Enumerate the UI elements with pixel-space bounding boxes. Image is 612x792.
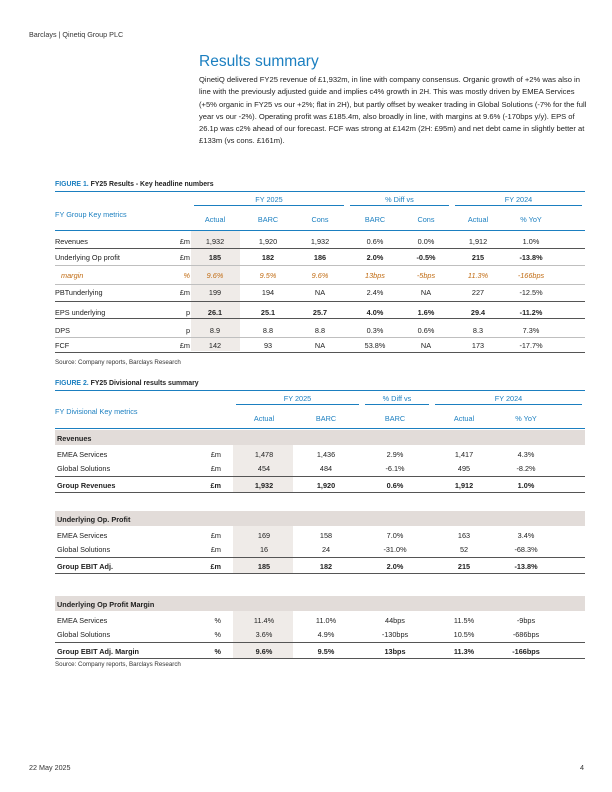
row-rule [55,337,585,338]
table-cell: 24 [321,545,331,554]
section-header: Underlying Op. Profit [57,515,131,524]
figure-1-title: FY25 Results - Key headline numbers [90,181,214,188]
table-cell: 4.3% [517,450,535,459]
table-cell: 11.3% [453,647,475,656]
row-rule [55,248,585,249]
row-label: margin [61,271,84,280]
table-cell: -8.2% [516,464,536,473]
table-cell: 0.3% [366,326,384,335]
table-cell: 9.6% [206,271,224,280]
table-cell: -166bps [517,271,545,280]
table-cell: 1,478 [254,450,274,459]
table-cell: -166bps [512,647,540,656]
table-cell: 169 [257,531,271,540]
table-cell: 9.6% [311,271,329,280]
row-unit: p [185,308,190,317]
table-cell: 484 [319,464,333,473]
total-rule-bottom [55,658,585,659]
table-cell: -5bps [416,271,436,280]
table-cell: 25.7 [312,308,328,317]
column-header: BARC [257,215,279,224]
table-cell: 1.0% [522,237,540,246]
row-label: EMEA Services [57,616,108,625]
table-cell: 26.1 [207,308,223,317]
figure-2-caption [55,380,199,387]
column-header: Actual [453,414,475,423]
summary-paragraph: QinetiQ delivered FY25 revenue of £1,932m, in line with company consensus. Organic growth of +2% was also in line with the previously adjusted guide and implies c4% growth in 2H. This was mostly driven by EMEA Services (+5% organic in FY25 vs our +2%; flat in 2H), but partly offset by weaker trading in Global Solutions (-7% for the full year vs our -2%). Operating profit was £185.4m, also broadly in line, with margins at 9.6% (-170bps y/y). EPS of 26.1p was c2% ahead of our forecast. FCF was strong at £142m (2H: £95m) and net debt came in slightly better at £133m (vs cons. £161m). [199,75,587,146]
table-cell: 495 [457,464,471,473]
group-header-1: % Diff vs [382,394,412,403]
table-cell: 1,417 [454,450,474,459]
table-cell: 227 [471,288,485,297]
total-rule-top [55,642,585,643]
table-cell: -13.8% [514,562,538,571]
corner-label: FY Divisional Key metrics [55,407,138,416]
row-label: Global Solutions [57,464,111,473]
table-cell: 7.3% [522,326,540,335]
figure-2-number: FIGURE 2. [55,380,89,387]
table-cell: 194 [261,288,275,297]
row-rule [55,284,585,285]
table-cell: -130bps [381,630,409,639]
row-unit: % [214,647,221,656]
table-cell: -17.7% [519,341,543,350]
table-cell: 11.4% [253,616,275,625]
row-unit: £m [179,341,190,350]
figure-2-source: Source: Company reports, Barclays Research [55,661,181,668]
table-cell: 1,920 [258,237,278,246]
table-cell: 182 [319,562,333,571]
table-cell: 9.6% [255,647,273,656]
page-number: 4 [580,763,584,772]
table-cell: NA [420,288,432,297]
table-cell: 1,932 [310,237,330,246]
row-rule [55,265,585,266]
table-cell: -31.0% [383,545,407,554]
figure-2-top-rule [55,390,585,391]
column-header: Actual [467,215,489,224]
table-cell: 53.8% [364,341,386,350]
table-cell: 0.6% [386,481,404,490]
table-cell: 13bps [365,271,385,280]
table-cell: 4.9% [317,630,335,639]
row-unit: £m [210,545,221,554]
figure-2-title: FY25 Divisional results summary [90,380,199,387]
table-cell: 1,912 [454,481,474,490]
table-cell: 11.3% [467,271,489,280]
corner-label: FY Group Key metrics [55,210,127,219]
table-cell: 215 [471,253,485,262]
row-rule [55,318,585,319]
table-cell: 199 [208,288,222,297]
row-unit: £m [210,464,221,473]
row-label: EPS underlying [55,308,106,317]
table-cell: 182 [261,253,275,262]
table-cell: 1,436 [316,450,336,459]
table-cell: 3.4% [517,531,535,540]
table-cell: NA [314,341,326,350]
table-cell: 2.4% [366,288,384,297]
table-cell: -11.2% [519,308,543,317]
table-cell: 186 [313,253,327,262]
table-cell: 185 [257,562,271,571]
table-cell: 1,920 [316,481,336,490]
table-cell: -6.1% [385,464,405,473]
figure-1-top-rule [55,191,585,192]
row-label: Group EBIT Adj. [57,562,114,571]
table-cell: 52 [459,545,469,554]
figure-1-source: Source: Company reports, Barclays Research [55,359,181,366]
table-cell: 1.0% [517,481,535,490]
column-header: % YoY [515,414,537,423]
group-header-2: FY 2024 [494,394,523,403]
table-cell: -12.5% [519,288,543,297]
row-unit: £m [210,450,221,459]
table-cell: 9.5% [317,647,335,656]
row-unit: % [183,271,190,280]
table-cell: 1,912 [468,237,488,246]
row-label: Group EBIT Adj. Margin [57,647,140,656]
table-cell: 9.5% [259,271,277,280]
row-label: Global Solutions [57,630,111,639]
row-label: Global Solutions [57,545,111,554]
column-header: Cons [311,215,329,224]
table-cell: 1.6% [417,308,435,317]
row-unit: % [214,616,221,625]
row-label: EMEA Services [57,531,108,540]
table-cell: 13bps [384,647,406,656]
column-header: BARC [364,215,386,224]
group-underline-0 [236,404,359,405]
row-unit: £m [179,288,190,297]
column-header: Cons [417,215,435,224]
table-cell: 11.5% [453,616,475,625]
column-header: BARC [315,414,337,423]
table-cell: 163 [457,531,471,540]
total-rule-top [55,476,585,477]
group-header-1: % Diff vs [385,195,414,204]
table-cell: 44bps [385,616,405,625]
row-label: PBTunderlying [55,288,103,297]
column-header: Actual [253,414,275,423]
row-unit: % [214,630,221,639]
group-header-2: FY 2024 [504,195,533,204]
group-underline-1 [350,205,449,206]
table-cell: 4.0% [366,308,384,317]
group-underline-2 [435,404,582,405]
table-cell: 8.8 [262,326,274,335]
table-cell: 16 [259,545,269,554]
row-unit: £m [210,531,221,540]
table-cell: 1,932 [205,237,225,246]
table-cell: 1,932 [254,481,274,490]
row-unit: £m [179,237,190,246]
table-cell: 7.0% [386,531,404,540]
total-rule-bottom [55,492,585,493]
group-underline-2 [455,205,582,206]
column-header: Actual [204,215,226,224]
figure-1-caption [55,181,214,188]
table-cell: 11.0% [315,616,337,625]
row-rule [55,352,585,353]
column-header: BARC [384,414,406,423]
table-cell: 25.1 [260,308,276,317]
table-cell: 10.5% [453,630,475,639]
footer-date: 22 May 2025 [29,763,71,772]
table-cell: 29.4 [470,308,486,317]
table-cell: 8.8 [314,326,326,335]
row-label: Group Revenues [57,481,116,490]
row-unit: p [185,326,190,335]
report-header: Barclays | Qinetiq Group PLC [29,30,124,39]
row-label: Revenues [55,237,88,246]
table-cell: -686bps [512,630,540,639]
section-header-bg [55,511,585,526]
section-header-bg [55,430,585,445]
table-cell: 2.0% [386,562,404,571]
group-underline-1 [365,404,429,405]
row-label: Underlying Op profit [55,253,120,262]
row-unit: £m [179,253,190,262]
header-rule [55,428,585,429]
table-cell: 142 [208,341,222,350]
row-unit: £m [210,481,221,490]
table-cell: 173 [471,341,485,350]
group-underline-0 [194,205,344,206]
total-rule-bottom [55,573,585,574]
table-cell: -13.8% [519,253,543,262]
table-cell: 2.0% [366,253,384,262]
column-header: % YoY [520,215,542,224]
table-cell: 185 [208,253,222,262]
figure-1-number: FIGURE 1. [55,181,89,188]
table-cell: 93 [263,341,273,350]
table-cell: 215 [457,562,471,571]
section-header: Revenues [57,434,92,443]
table-cell: -9bps [516,616,536,625]
table-cell: -68.3% [514,545,538,554]
table-cell: 8.3 [472,326,484,335]
table-cell: NA [420,341,432,350]
table-cell: 0.6% [417,326,435,335]
table-cell: -0.5% [416,253,436,262]
table-cell: 3.6% [255,630,273,639]
row-label: DPS [55,326,71,335]
total-rule-top [55,557,585,558]
section-header: Underlying Op Profit Margin [57,600,155,609]
group-header-0: FY 2025 [255,195,283,204]
table-cell: NA [314,288,326,297]
row-label: FCF [55,341,70,350]
header-rule [55,230,585,231]
table-cell: 0.6% [366,237,384,246]
row-rule [55,301,585,302]
row-unit: £m [210,562,221,571]
section-title: Results summary [199,53,319,70]
table-cell: 454 [257,464,271,473]
table-cell: 158 [319,531,333,540]
table-cell: 8.9 [209,326,221,335]
group-header-0: FY 2025 [283,394,312,403]
row-label: EMEA Services [57,450,108,459]
table-cell: 0.0% [417,237,435,246]
table-cell: 2.9% [386,450,404,459]
